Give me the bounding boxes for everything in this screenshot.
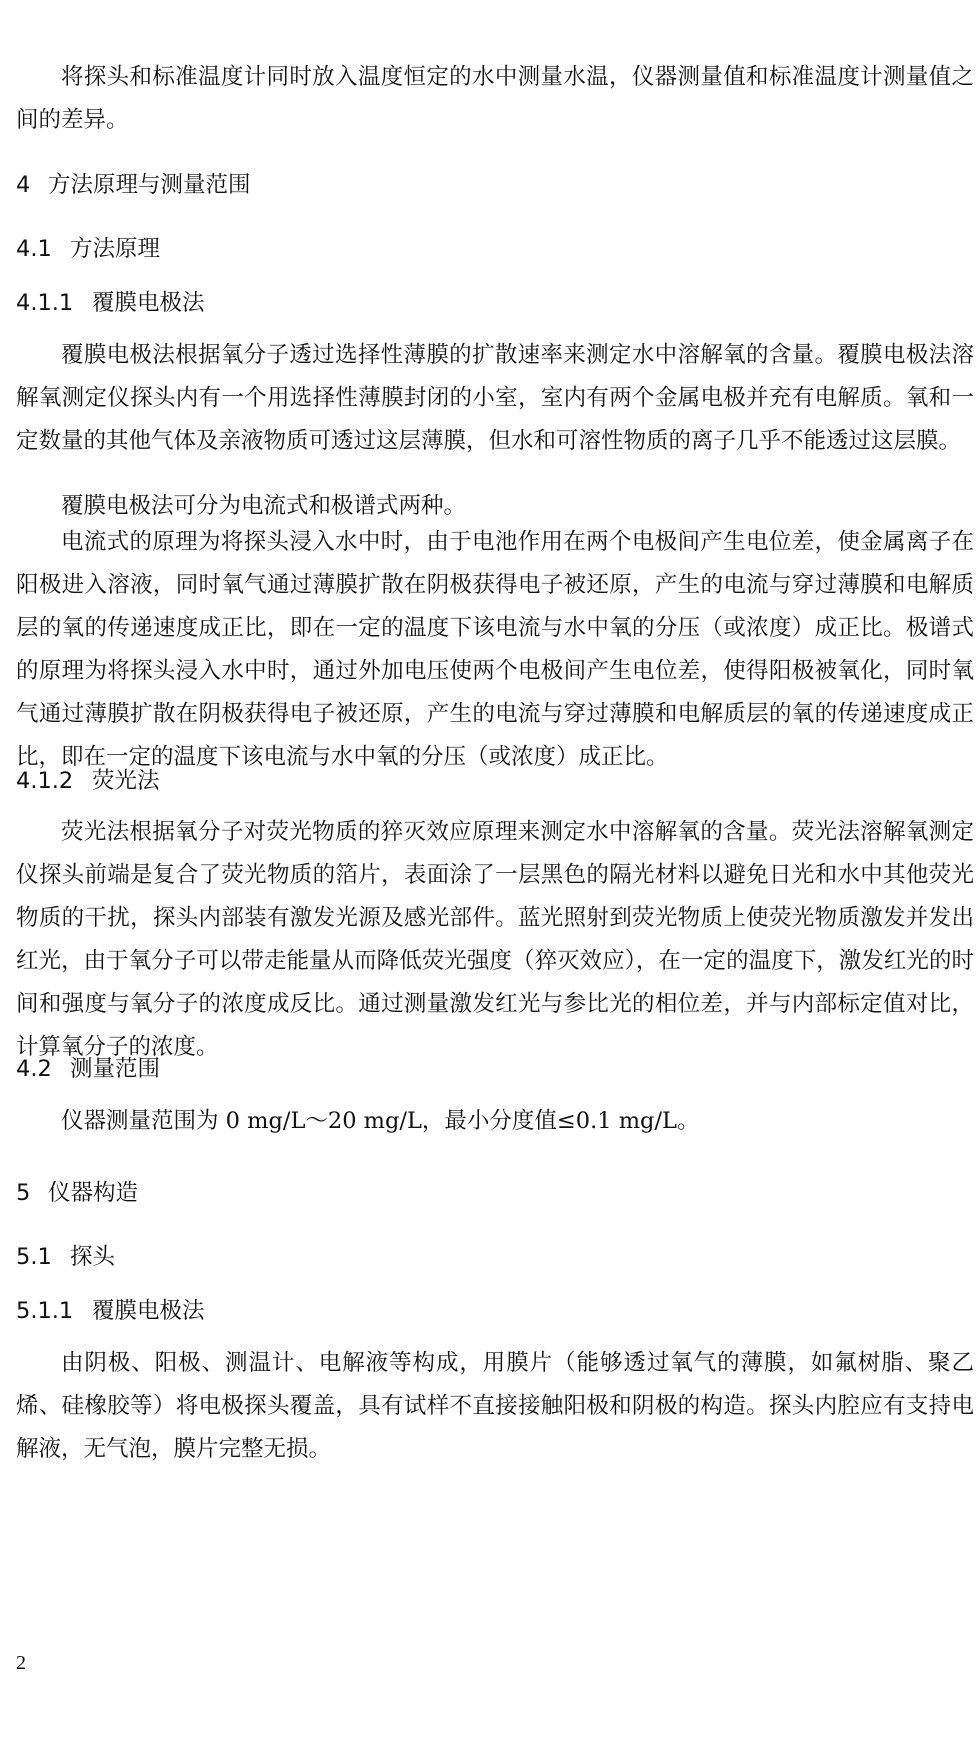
paragraph-4-1-1-b: 覆膜电极法可分为电流式和极谱式两种。	[61, 493, 467, 519]
section-number: 4.1.2	[16, 768, 74, 794]
page-number: 2	[16, 1652, 26, 1674]
section-heading-4	[16, 170, 251, 200]
paragraph-intro: 将探头和标准温度计同时放入温度恒定的水中测量水温，仪器测量值和标准温度计测量值之间的差异。	[16, 64, 974, 133]
section-heading-4-2	[16, 1054, 160, 1084]
section-heading-4-1-2	[16, 766, 160, 796]
section-number: 4.1.1	[16, 290, 74, 316]
paragraph-4-2: 仪器测量范围为 0 mg/L～20 mg/L，最小分度值≤0.1 mg/L。	[61, 1108, 700, 1134]
paragraph-5-1-1: 由阴极、阳极、测温计、电解液等构成，用膜片（能够透过氧气的薄膜，如氟树脂、聚乙烯、硅橡胶等）将电极探头覆盖，具有试样不直接接触阳极和阴极的构造。探头内腔应有支持电解液，无气泡，膜片完整无损。	[16, 1350, 974, 1462]
section-title: 荧光法	[92, 768, 160, 794]
paragraph-4-1-2: 荧光法根据氧分子对荧光物质的猝灭效应原理来测定水中溶解氧的含量。荧光法溶解氧测定仪探头前端是复合了荧光物质的箔片，表面涂了一层黑色的隔光材料以避免日光和水中其他荧光物质的干扰，探头内部装有激发光源及感光部件。蓝光照射到荧光物质上使荧光物质激发并发出红光，由于氧分子可以带走能量从而降低荧光强度（猝灭效应），在一定的温度下，激发红光的时间和强度与氧分子的浓度成反比。通过测量激发红光与参比光的相位差，并与内部标定值对比，计算氧分子的浓度。	[16, 819, 974, 1060]
section-title: 测量范围	[70, 1056, 161, 1082]
section-number: 4.2	[16, 1056, 52, 1082]
section-heading-4-1	[16, 234, 160, 264]
section-heading-5-1-1	[16, 1296, 205, 1326]
section-title: 探头	[70, 1244, 116, 1270]
section-number: 4	[16, 172, 31, 198]
paragraph-4-1-1-c: 电流式的原理为将探头浸入水中时，由于电池作用在两个电极间产生电位差，使金属离子在阳极进入溶液，同时氧气通过薄膜扩散在阴极获得电子被还原，产生的电流与穿过薄膜和电解质层的氧的传递速度成正比，即在一定的温度下该电流与水中氧的分压（或浓度）成正比。极谱式的原理为将探头浸入水中时，通过外加电压使两个电极间产生电位差，使得阳极被氧化，同时氧气通过薄膜扩散在阴极获得电子被还原，产生的电流与穿过薄膜和电解质层的氧的传递速度成正比，即在一定的温度下该电流与水中氧的分压（或浓度）成正比。	[16, 529, 974, 770]
section-number: 5.1	[16, 1244, 52, 1270]
section-title: 仪器构造	[48, 1180, 139, 1206]
section-title: 方法原理	[70, 236, 161, 262]
paragraph-4-1-1-a: 覆膜电极法根据氧分子透过选择性薄膜的扩散速率来测定水中溶解氧的含量。覆膜电极法溶解氧测定仪探头内有一个用选择性薄膜封闭的小室，室内有两个金属电极并充有电解质。氧和一定数量的其他气体及亲液物质可透过这层薄膜，但水和可溶性物质的离子几乎不能透过这层膜。	[16, 342, 974, 454]
section-title: 覆膜电极法	[92, 1298, 205, 1324]
section-title: 方法原理与测量范围	[48, 172, 251, 198]
section-heading-5-1	[16, 1242, 115, 1272]
section-heading-5	[16, 1178, 138, 1208]
section-number: 5	[16, 1180, 31, 1206]
section-heading-4-1-1	[16, 288, 205, 318]
section-number: 4.1	[16, 236, 52, 262]
section-number: 5.1.1	[16, 1298, 74, 1324]
section-title: 覆膜电极法	[92, 290, 205, 316]
